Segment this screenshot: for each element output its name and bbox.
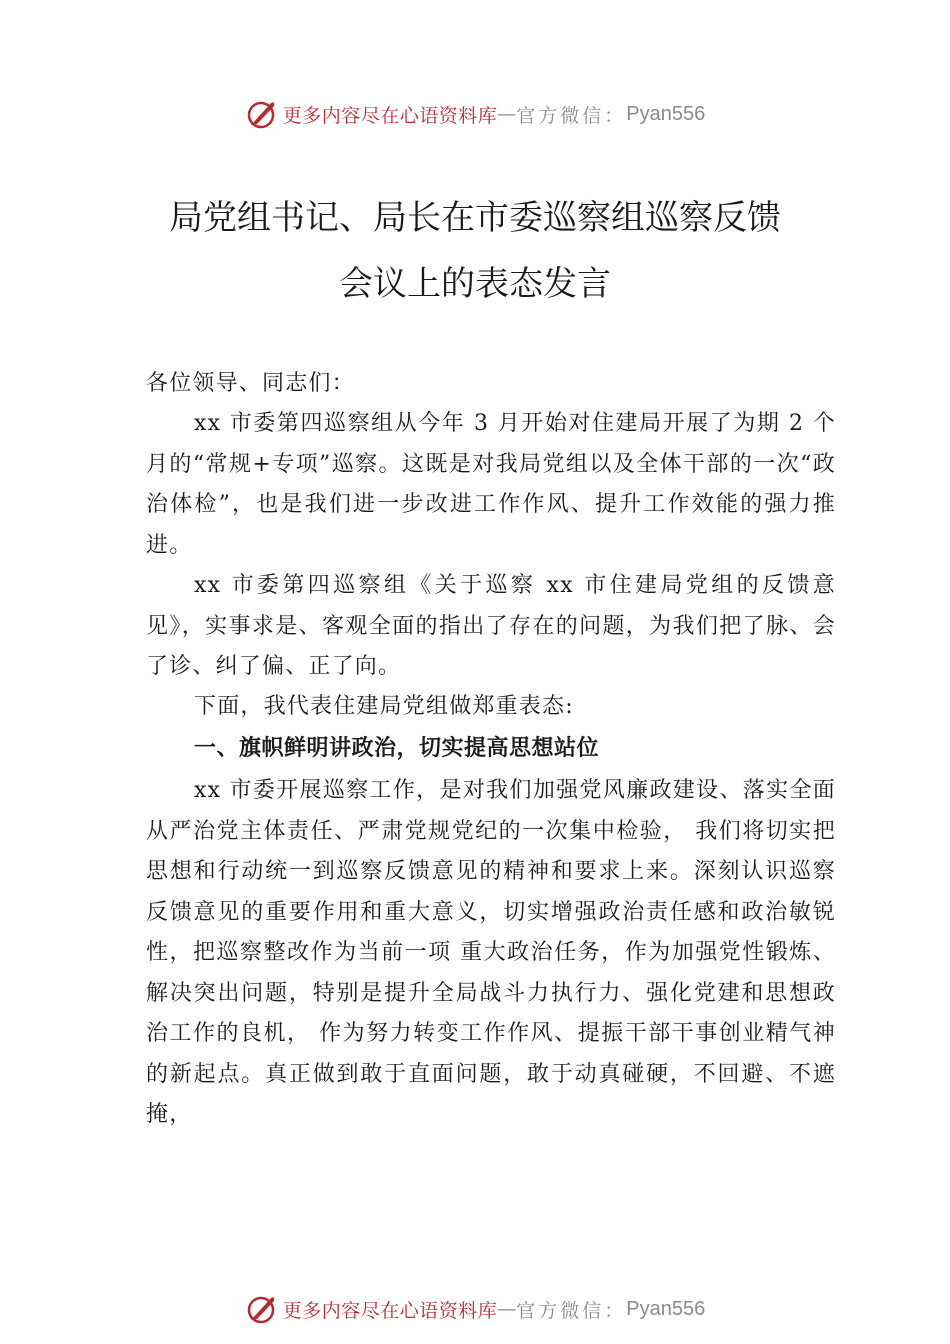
watermark-separator: — [497,103,517,125]
watermark-separator: — [497,1298,517,1320]
footer-watermark [0,1289,950,1329]
watermark-wechat-label: 官方微信： [516,104,627,127]
document-title-line-1: 局党组书记、局长在市委巡察组巡察反馈 [169,198,781,238]
section-heading-1: 一、旗帜鲜明讲政治，切实提高思想站位 [194,736,600,761]
watermark-wechat-id: Pyan556 [626,1297,706,1320]
watermark-library-text: 更多内容尽在心语资料库 [282,104,498,127]
salutation: 各位领导、同志们： [146,371,355,396]
paragraph-4: xx 市委开展巡察工作，是对我们加强党风廉政建设、落实全面从严治党主体责任、严肃党规党纪的一次集中检验， 我们将切实把思想和行动统一到巡察反馈意见的精神和要求上来。深刻认识巡察反馈意见的重要作用和重大意义，切实增强政治责任感和政治敏锐性，把巡察整改作为当前一项 重大政治任务，作为加强党性锻炼、解决突出问题，特别是提升全局战斗力执行力、强化党建和思想政治工作的良机， 作为努力转变工作作风、提振干部干事创业精气神的新起点。真正做到敢于直面问题，敢于动真碰硬，不回避、不遮掩， [146,778,836,1127]
quill-logo-icon [245,97,279,131]
document-title-line-2: 会议上的表态发言 [339,264,611,304]
watermark-wechat-id: Pyan556 [626,102,706,125]
paragraph-1: xx 市委第四巡察组从今年 3 月开始对住建局开展了为期 2 个月的“常规+专项”巡察。这既是对我局党组以及全体干部的一次“政治体检”，也是我们进一步改进工作作风、提升工作效能的强力推进。 [146,411,836,558]
paragraph-3: 下面，我代表住建局党组做郑重表态: [194,694,574,719]
header-watermark [0,94,950,134]
watermark-wechat-label: 官方微信： [516,1299,627,1322]
paragraph-2: xx 市委第四巡察组《关于巡察 xx 市住建局党组的反馈意见》，实事求是、客观全面的指出了存在的问题，为我们把了脉、会了诊、纠了偏、正了向。 [146,573,836,679]
quill-logo-icon [245,1292,279,1326]
watermark-library-text: 更多内容尽在心语资料库 [282,1299,498,1322]
